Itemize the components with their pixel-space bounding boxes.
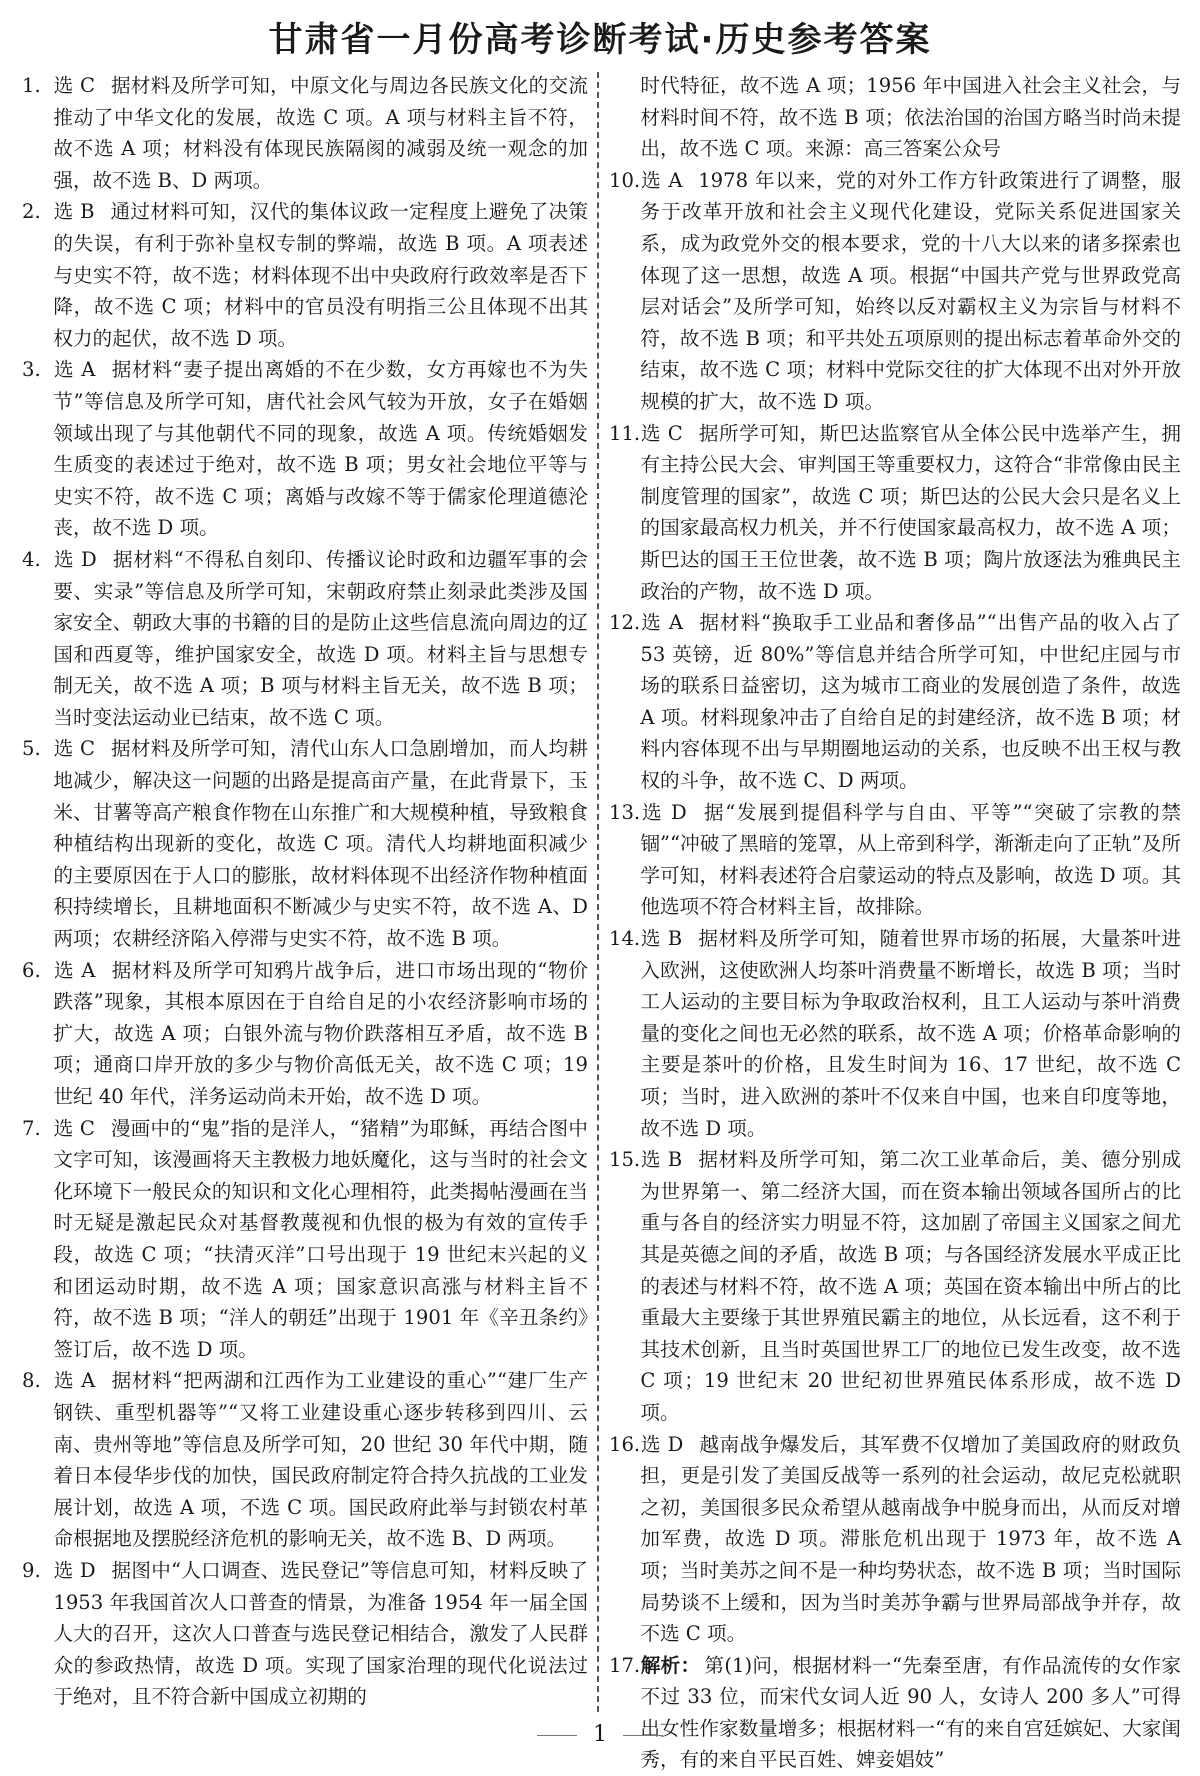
page-footer bbox=[0, 1720, 1200, 1750]
page-title: 甘肃省一月份高考诊断考试·历史参考答案 bbox=[268, 20, 932, 60]
page-number: 1 bbox=[593, 1722, 607, 1747]
answer-item-13: 13.选 D 据“发展到提倡科学与自由、平等”“突破了宗教的禁锢”“冲破了黑暗的笼罩，从上帝到科学，渐渐走向了正轨”及所学可知，材料表述符合启蒙运动的特点及影响，故选 D 项。其他选项不符合材料主旨，故排除。 bbox=[609, 800, 1181, 919]
right-column bbox=[609, 70, 1181, 1772]
answer-item-7: 7. 选 C 漫画中的“鬼”指的是洋人，“猪精”为耶稣，再结合图中文字可知，该漫画将天主教极力地妖魔化，这与当时的社会文化环境下一般民众的知识和文化心理相符，此类揭帖漫画在当时无疑是激起民众对基督教蔑视和仇恨的极为有效的宣传手段，故选 C 项；“扶清灭洋”口号出现于 19 世纪末兴起的义和团运动时期，故不选 A 项；国家意识高涨与材料主旨不符，故不选 B 项；“洋人的朝廷”出现于 1901 年《辛丑条约》签订后，故不选 D 项。 bbox=[22, 1116, 588, 1361]
answer-item-16: 16.选 D 越南战争爆发后，其军费不仅增加了美国政府的财政负担，更是引发了美国反战等一系列的社会运动，故尼克松就职之初，美国很多民众希望从越南战争中脱身而出，从而反对增加军费，故选 D 项。滞胀危机出现于 1973 年，故不选 A 项；当时美苏之间不是一种均势状态，故不选 B 项；当时国际局势谈不上缓和，因为当时美苏争霸与世界局部战争并存，故不选 C 项。 bbox=[609, 1432, 1181, 1646]
answer-item-17: 17.解析： 第(1)问，根据材料一“先秦至唐，有作品流传的女作家不过 33 位，而宋代女词人近 90 人，女诗人 200 多人”可得出女性作家数量增多；根据材料一“有的来自宫廷嫔妃、大家闺秀，有的来自平民百姓、婢妾娼妓” bbox=[609, 1653, 1181, 1772]
column-divider bbox=[597, 72, 599, 1712]
footer-dash-right bbox=[623, 1735, 663, 1736]
answer-item-3: 3. 选 A 据材料“妻子提出离婚的不在少数，女方再嫁也不为失节”等信息及所学可知，唐代社会风气较为开放，女子在婚姻领域出现了与其他朝代不同的现象，故选 A 项。传统婚姻发生质变的表述过于绝对，故不选 B 项；男女社会地位平等与史实不符，故不选 C 项；离婚与改嫁不等于儒家伦理道德沦丧，故不选 D 项。 bbox=[22, 358, 588, 540]
answer-item-10: 10.选 A 1978 年以来，党的对外工作方针政策进行了调整，服务于改革开放和社会主义现代化建设，党际关系促进国家关系，成为政党外交的根本要求，党的十八大以来的诸多探索也体现了这一思想，故选 A 项。根据“中国共产党与世界政党高层对话会”及所学可知，始终以反对霸权主义为宗旨与材料不符，故不选 B 项；和平共处五项原则的提出标志着革命外交的结束，故不选 C 项；材料中党际交往的扩大体现不出对外开放规模的扩大，故不选 D 项。 bbox=[609, 168, 1181, 413]
answer-item-11: 11.选 C 据所学可知，斯巴达监察官从全体公民中选举产生，拥有主持公民大会、审判国王等重要权力，这符合“非常像由民主制度管理的国家”，故选 C 项；斯巴达的公民大会只是名义上的国家最高权力机关，并不行使国家最高权力，故不选 A 项；斯巴达的国王王位世袭，故不选 B 项；陶片放逐法为雅典民主政治的产物，故不选 D 项。 bbox=[609, 421, 1181, 603]
answer-item-12: 12.选 A 据材料“换取手工业品和奢侈品”“出售产品的收入占了 53 英镑，近 80%”等信息并结合所学可知，中世纪庄园与市场的联系日益密切，这为城市工商业的发展创造了条件，故选 A 项。材料现象冲击了自给自足的封建经济，故不选 B 项；材料内容体现不出与早期圈地运动的关系，也反映不出王权与教权的斗争，故不选 C、D 两项。 bbox=[609, 611, 1181, 793]
left-column bbox=[22, 70, 588, 1715]
answer-item-15: 15.选 B 据材料及所学可知，第二次工业革命后，美、德分别成为世界第一、第二经济大国，而在资本输出领域各国所占的比重与各自的经济实力明显不符，这加剧了帝国主义国家之间尤其是英德之间的矛盾，故选 B 项；与各国经济发展水平成正比的表述与材料不符，故不选 A 项；英国在资本输出中所占的比重最大主要缘于其世界殖民霸主的地位，从长远看，这不利于其技术创新，且当时英国世界工厂的地位已发生改变，故不选 C 项；19 世纪末 20 世纪初世界殖民体系形成，故不选 D 项。 bbox=[609, 1148, 1181, 1424]
footer-dash-left bbox=[537, 1735, 577, 1736]
answer-item-8: 8. 选 A 据材料“把两湖和江西作为工业建设的重心”“建厂生产钢铁、重型机器等”“又将工业建设重心逐步转移到四川、云南、贵州等地”等信息及所学可知，20 世纪 30 年代中期，随着日本侵华步伐的加快，国民政府制定符合持久抗战的工业发展计划，故选 A 项，不选 C 项。国民政府此举与封锁农村革命根据地及摆脱经济危机的影响无关，故不选 B、D 两项。 bbox=[22, 1369, 588, 1551]
answer-item-14: 14.选 B 据材料及所学可知，随着世界市场的拓展，大量茶叶进入欧洲，这使欧洲人均茶叶消费量不断增长，故选 B 项；当时工人运动的主要目标为争取政治权利，且工人运动与茶叶消费量的变化之间也无必然的联系，故不选 A 项；价格革命影响的主要是茶叶的价格，且发生时间为 16、17 世纪，故不选 C 项；当时，进入欧洲的茶叶不仅来自中国，也来自印度等地，故不选 D 项。 bbox=[609, 927, 1181, 1140]
answer-item-6: 6. 选 A 据材料及所学可知鸦片战争后，进口市场出现的“物价跌落”现象，其根本原因在于自给自足的小农经济影响市场的扩大，故选 A 项；白银外流与物价跌落相互矛盾，故不选 B 项；通商口岸开放的多少与物价高低无关，故不选 C 项；19 世纪 40 年代，洋务运动尚未开始，故不选 D 项。 bbox=[22, 958, 588, 1108]
answer-item-9: 9. 选 D 据图中“人口调查、选民登记”等信息可知，材料反映了 1953 年我国首次人口普查的情景，为准备 1954 年一届全国人大的召开，这次人口普查与选民登记相结合，激发了人民群众的参政热情，故选 D 项。实现了国家治理的现代化说法过于绝对，且不符合新中国成立初期的 bbox=[22, 1558, 588, 1709]
answer-item-9-continued: 时代特征，故不选 A 项；1956 年中国进入社会主义社会，与材料时间不符，故不选 B 项；依法治国的治国方略当时尚未提出，故不选 C 项。来源：高三答案公众号 bbox=[640, 74, 1181, 161]
answer-item-5: 5. 选 C 据材料及所学可知，清代山东人口急剧增加，而人均耕地减少，解决这一问题的出路是提高亩产量，在此背景下，玉米、甘薯等高产粮食作物在山东推广和大规模种植，导致粮食种植结构出现新的变化，故选 C 项。清代人均耕地面积减少的主要原因在于人口的膨胀，故材料体现不出经济作物种植面积持续增长，且耕地面积不断减少与史实不符，故不选 A、D 两项；农耕经济陷入停滞与史实不符，故不选 B 项。 bbox=[22, 737, 588, 951]
answer-item-1: 1. 选 C 据材料及所学可知，中原文化与周边各民族文化的交流推动了中华文化的发展，故选 C 项。A 项与材料主旨不符，故不选 A 项；材料没有体现民族隔阂的减弱及统一观念的加强，故不选 B、D 两项。 bbox=[22, 74, 588, 192]
answer-item-2: 2. 选 B 通过材料可知，汉代的集体议政一定程度上避免了决策的失误，有利于弥补皇权专制的弊端，故选 B 项。A 项表述与史实不符，故不选；材料体现不出中央政府行政效率是否下降，故不选 C 项；材料中的官员没有明指三公且体现不出其权力的起伏，故不选 D 项。 bbox=[22, 200, 588, 350]
answer-item-4: 4. 选 D 据材料“不得私自刻印、传播议论时政和边疆军事的会要、实录”等信息及所学可知，宋朝政府禁止刻录此类涉及国家安全、朝政大事的书籍的目的是防止这些信息流向周边的辽国和西夏等，维护国家安全，故选 D 项。材料主旨与思想专制无关，故不选 A 项；B 项与材料主旨无关，故不选 B 项；当时变法运动业已结束，故不选 C 项。 bbox=[22, 547, 588, 729]
